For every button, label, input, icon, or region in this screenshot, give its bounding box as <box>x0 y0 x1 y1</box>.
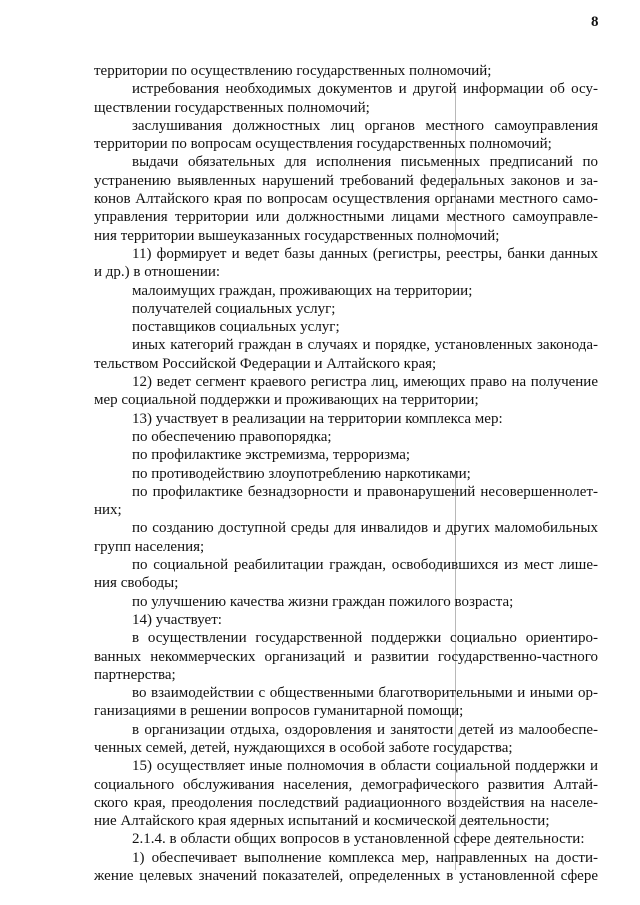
text-line: ществлении государственных полномочий; <box>94 99 370 116</box>
text-line: во взаимодействии с общественными благотворительными и иными ор- <box>132 685 598 702</box>
text-line: по улучшению качества жизни граждан пожилого возраста; <box>132 593 514 610</box>
text-line: по созданию доступной среды для инвалидов и других маломобильных <box>132 520 598 537</box>
text-line: поставщиков социальных услуг; <box>132 319 340 336</box>
text-line: по профилактике экстремизма, терроризма; <box>132 447 411 464</box>
text-line: 2.1.4. в области общих вопросов в установленной сфере деятельности: <box>132 831 585 848</box>
text-line: территории по осуществлению государственных полномочий; <box>94 63 492 79</box>
text-line: устранению выявленных нарушений требований федеральных законов и за- <box>94 172 598 189</box>
text-line: 15) осуществляет иные полномочия в области социальной поддержки и <box>132 758 598 775</box>
text-line: социального обслуживания населения, демографического развития Алтай- <box>94 776 598 793</box>
text-line: заслушивания должностных лиц органов местного самоуправления <box>132 117 598 134</box>
text-line: ванных некоммерческих организаций и развитии государственно-частного <box>94 648 598 665</box>
text-line: по профилактике безнадзорности и правонарушений несовершеннолет- <box>132 483 598 500</box>
text-line: по обеспечению правопорядка; <box>132 428 332 445</box>
text-line: тельством Российской Федерации и Алтайского края; <box>94 355 437 372</box>
text-line: территории по вопросам осуществления государственных полномочий; <box>94 136 552 153</box>
text-line: 14) участвует: <box>132 611 222 628</box>
text-line: и др.) в отношении: <box>94 264 221 281</box>
text-line: получателей социальных услуг; <box>132 300 336 317</box>
page-number: 8 <box>591 14 599 30</box>
text-line: ганизациями в решении вопросов гуманитарной помощи; <box>94 703 464 720</box>
text-line: ченных семей, детей, нуждающихся в особой заботе государства; <box>94 739 513 756</box>
text-line: ние Алтайского края ядерных испытаний и космической деятельности; <box>94 813 550 830</box>
text-line: партнерства; <box>94 666 176 683</box>
text-line: в организации отдыха, оздоровления и занятости детей из малообеспе- <box>132 721 598 738</box>
text-line: иных категорий граждан в случаях и порядке, установленных законода- <box>132 337 598 354</box>
text-line: управления территории или должностными лицами местного самоуправле- <box>94 209 598 226</box>
text-line: ния свободы; <box>94 575 179 592</box>
text-line: в осуществлении государственной поддержки социально ориентиро- <box>132 630 598 647</box>
text-line: ния территории вышеуказанных государственных полномочий; <box>94 227 500 244</box>
text-line: выдачи обязательных для исполнения письменных предписаний по <box>132 154 598 171</box>
text-line: малоимущих граждан, проживающих на территории; <box>132 282 473 299</box>
body-text <box>94 62 598 885</box>
text-line: 12) ведет сегмент краевого регистра лиц, имеющих право на получение <box>132 374 598 391</box>
text-line: по противодействию злоупотреблению наркотиками; <box>132 465 471 482</box>
text-line: жение целевых значений показателей, определенных в установленной сфере <box>94 868 598 885</box>
text-line: них; <box>94 502 122 519</box>
text-line: групп населения; <box>94 538 205 555</box>
text-line: 1) обеспечивает выполнение комплекса мер, направленных на дости- <box>132 849 598 866</box>
text-line: ского края, преодоления последствий радиационного воздействия на населе- <box>94 794 598 811</box>
text-line: мер социальной поддержки и проживающих на территории; <box>94 392 479 409</box>
text-line: по социальной реабилитации граждан, освободившихся из мест лише- <box>132 557 598 574</box>
text-line: 13) участвует в реализации на территории комплекса мер: <box>132 410 503 427</box>
text-line: конов Алтайского края по вопросам осуществления органами местного само- <box>94 191 598 208</box>
text-line: истребования необходимых документов и другой информации об осу- <box>132 81 598 98</box>
text-line: 11) формирует и ведет базы данных (регистры, реестры, банки данных <box>132 245 598 262</box>
